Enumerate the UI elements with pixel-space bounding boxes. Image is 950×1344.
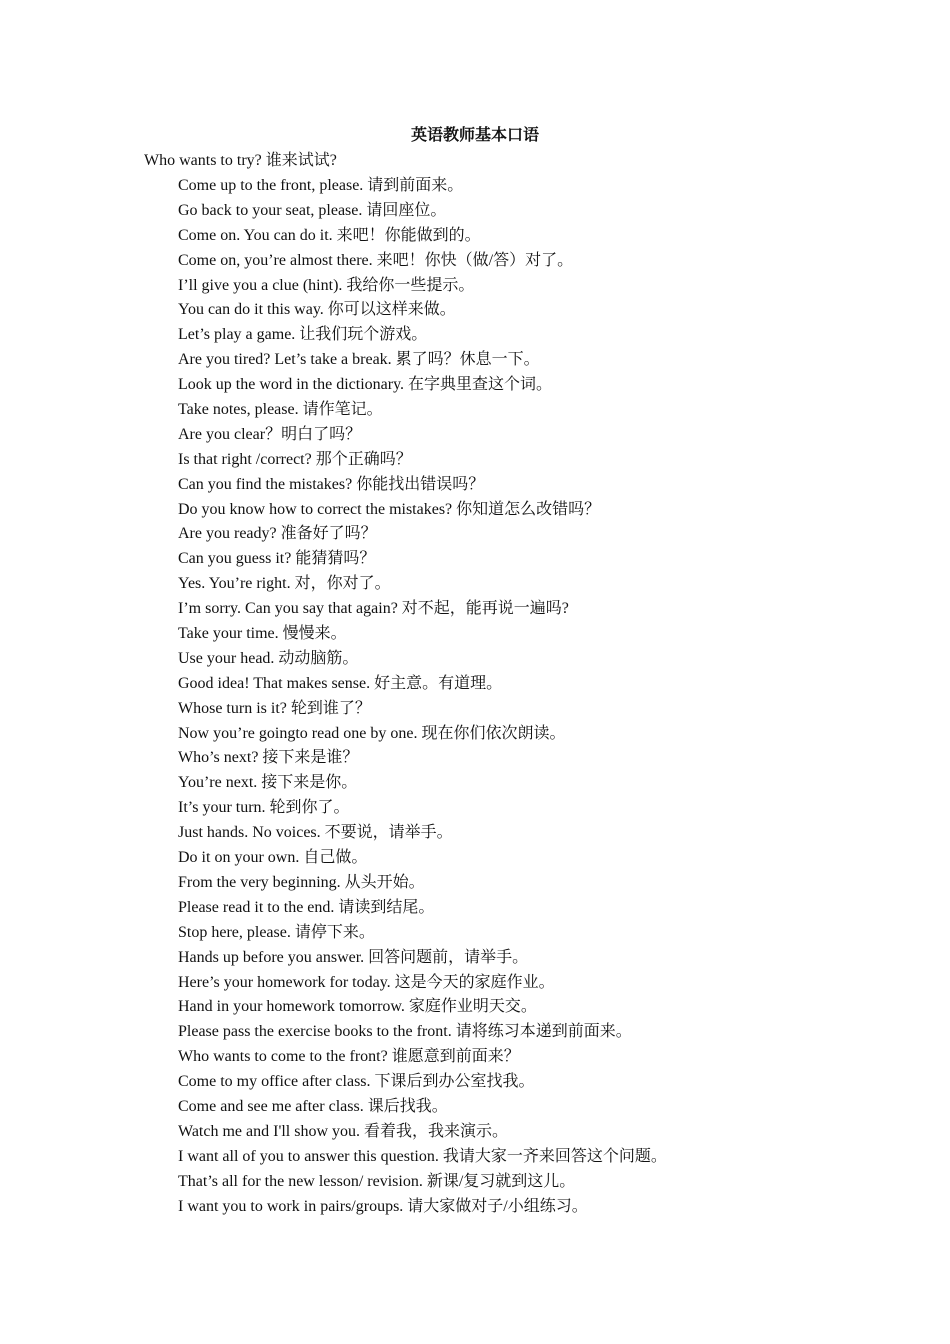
phrase-line: Let’s play a game. 让我们玩个游戏。 (178, 326, 428, 344)
phrase-line: Take your time. 慢慢来。 (178, 625, 347, 643)
phrase-line: I’ll give you a clue (hint). 我给你一些提示。 (178, 276, 475, 294)
phrase-line: I’m sorry. Can you say that again? 对不起，能再说一遍吗? (178, 600, 569, 618)
phrase-line: Go back to your seat, please. 请回座位。 (178, 201, 447, 219)
phrase-line: I want all of you to answer this question. 我请大家一齐来回答这个问题。 (178, 1147, 667, 1165)
phrase-line: You can do it this way. 你可以这样来做。 (178, 301, 456, 319)
phrase-line: Whose turn is it? 轮到谁了？ (178, 699, 371, 717)
phrase-line: Is that right /correct? 那个正确吗？ (178, 450, 412, 468)
phrase-line: Come on, you’re almost there. 来吧！你快（做/答）对了。 (178, 251, 574, 269)
phrase-line: It’s your turn. 轮到你了。 (178, 799, 350, 817)
phrase-line: Stop here, please. 请停下来。 (178, 923, 375, 941)
phrase-list (178, 176, 667, 1221)
phrase-line: Yes. You’re right. 对，你对了。 (178, 575, 391, 593)
phrase-line: Just hands. No voices. 不要说，请举手。 (178, 824, 453, 842)
phrase-line: That’s all for the new lesson/ revision. 新课/复习就到这儿。 (178, 1172, 576, 1190)
phrase-line: Look up the word in the dictionary. 在字典里查这个词。 (178, 376, 553, 394)
phrase-line: Come to my office after class. 下课后到办公室找我。 (178, 1073, 535, 1091)
phrase-line: Here’s your homework for today. 这是今天的家庭作业。 (178, 973, 555, 991)
phrase-line: Are you clear？明白了吗？ (178, 425, 362, 443)
phrase-line: Come up to the front, please. 请到前面来。 (178, 177, 464, 194)
phrase-line: Come on. You can do it. 来吧！你能做到的。 (178, 226, 481, 244)
phrase-line: You’re next. 接下来是你。 (178, 774, 358, 792)
phrase-line: Can you guess it? 能猜猜吗？ (178, 550, 376, 568)
phrase-line: Who wants to come to the front? 谁愿意到前面来？ (178, 1048, 520, 1066)
phrase-line: Can you find the mistakes? 你能找出错误吗？ (178, 475, 485, 493)
phrase-line: Good idea! That makes sense. 好主意。有道理。 (178, 674, 503, 692)
phrase-line: Please pass the exercise books to the front. 请将练习本递到前面来。 (178, 1023, 632, 1041)
phrase-line: From the very beginning. 从头开始。 (178, 873, 425, 891)
first-phrase-line: Who wants to try? 谁来试试? (144, 152, 337, 169)
phrase-line: Watch me and I'll show you. 看着我，我来演示。 (178, 1122, 509, 1140)
phrase-line: Please read it to the end. 请读到结尾。 (178, 898, 435, 916)
phrase-line: Do it on your own. 自己做。 (178, 849, 368, 867)
phrase-line: Now you’re goingto read one by one. 现在你们依次朗读。 (178, 724, 566, 742)
phrase-line: Come and see me after class. 课后找我。 (178, 1097, 448, 1115)
phrase-line: I want you to work in pairs/groups. 请大家做对子/小组练习。 (178, 1197, 588, 1215)
phrase-line: Who’s next? 接下来是谁？ (178, 749, 359, 767)
phrase-line: Hand in your homework tomorrow. 家庭作业明天交。 (178, 998, 537, 1016)
phrase-line: Are you tired? Let’s take a break. 累了吗？休息一下。 (178, 351, 540, 369)
phrase-line: Take notes, please. 请作笔记。 (178, 401, 383, 419)
phrase-line: Do you know how to correct the mistakes? 你知道怎么改错吗？ (178, 500, 601, 518)
phrase-line: Are you ready? 准备好了吗？ (178, 525, 377, 543)
document-title: 英语教师基本口语 (410, 127, 539, 144)
phrase-line: Use your head. 动动脑筋。 (178, 649, 359, 667)
phrase-line: Hands up before you answer. 回答问题前，请举手。 (178, 948, 529, 966)
